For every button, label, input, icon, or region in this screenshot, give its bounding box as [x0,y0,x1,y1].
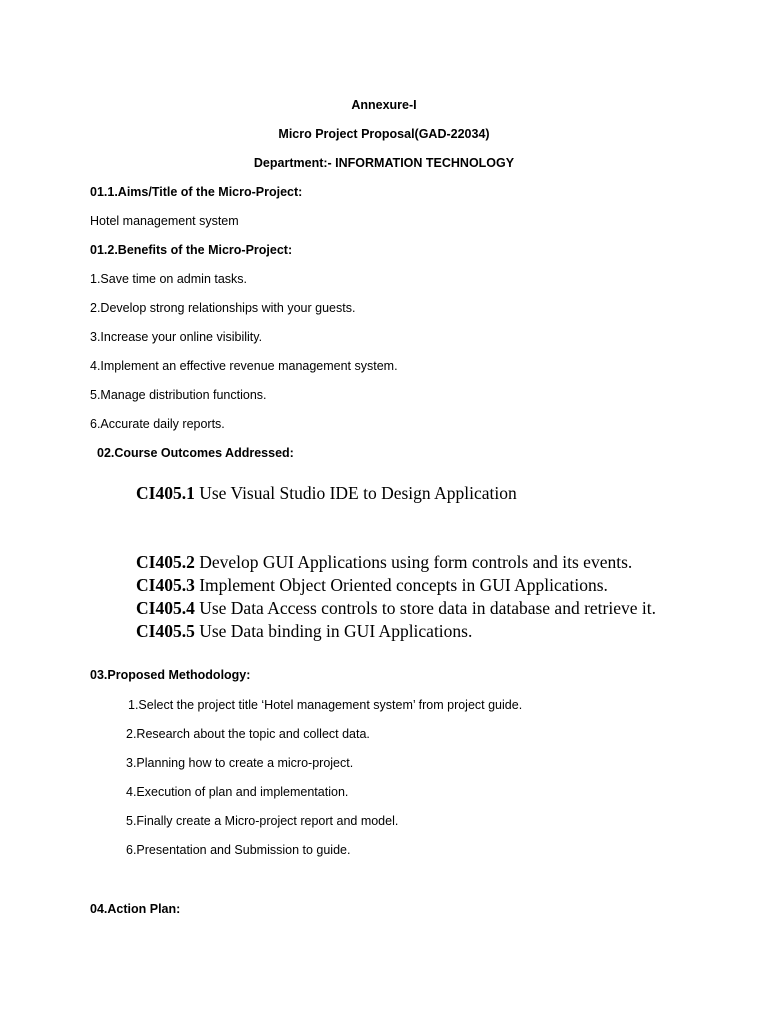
outcome-item [136,482,517,504]
outcome-code: CI405.2 [136,552,195,572]
action-plan-heading: 04.Action Plan: [90,902,181,916]
outcome-text: Use Data binding in GUI Applications. [194,621,473,641]
outcome-code: CI405.3 [136,575,195,595]
outcome-code: CI405.4 [136,598,195,618]
department-label: Department:- INFORMATION TECHNOLOGY [253,156,515,170]
outcome-code: CI405.5 [136,621,195,641]
benefit-item: 1.Save time on admin tasks. [90,272,248,286]
benefit-item: 5.Manage distribution functions. [90,388,267,402]
outcome-text: Develop GUI Applications using form controls and its events. [194,552,633,572]
outcome-text: Use Data Access controls to store data in database and retrieve it. [194,598,656,618]
methodology-heading: 03.Proposed Methodology: [90,668,251,682]
outcome-item [136,620,472,642]
outcomes-heading: 02.Course Outcomes Addressed: [97,446,294,460]
benefit-item: 2.Develop strong relationships with your guests. [90,301,356,315]
aims-heading: 01.1.Aims/Title of the Micro-Project: [90,185,303,199]
outcome-item [136,597,656,619]
outcome-item [136,574,608,596]
benefit-item: 4.Implement an effective revenue management system. [90,359,398,373]
document-title: Micro Project Proposal(GAD-22034) [278,127,490,141]
methodology-item: 4.Execution of plan and implementation. [126,785,349,799]
benefit-item: 6.Accurate daily reports. [90,417,225,431]
benefit-item: 3.Increase your online visibility. [90,330,263,344]
methodology-item: 1.Select the project title ‘Hotel management system’ from project guide. [128,698,523,712]
benefits-heading: 01.2.Benefits of the Micro-Project: [90,243,293,257]
methodology-item: 2.Research about the topic and collect data. [126,727,370,741]
aims-text: Hotel management system [90,214,239,228]
outcome-text: Use Visual Studio IDE to Design Application [194,483,517,503]
methodology-item: 5.Finally create a Micro-project report and model. [126,814,399,828]
methodology-item: 3.Planning how to create a micro-project. [126,756,354,770]
methodology-item: 6.Presentation and Submission to guide. [126,843,351,857]
outcome-code: CI405.1 [136,483,195,503]
outcome-item [136,551,632,573]
outcome-text: Implement Object Oriented concepts in GUI Applications. [194,575,608,595]
annexure-label: Annexure-I [351,98,417,112]
